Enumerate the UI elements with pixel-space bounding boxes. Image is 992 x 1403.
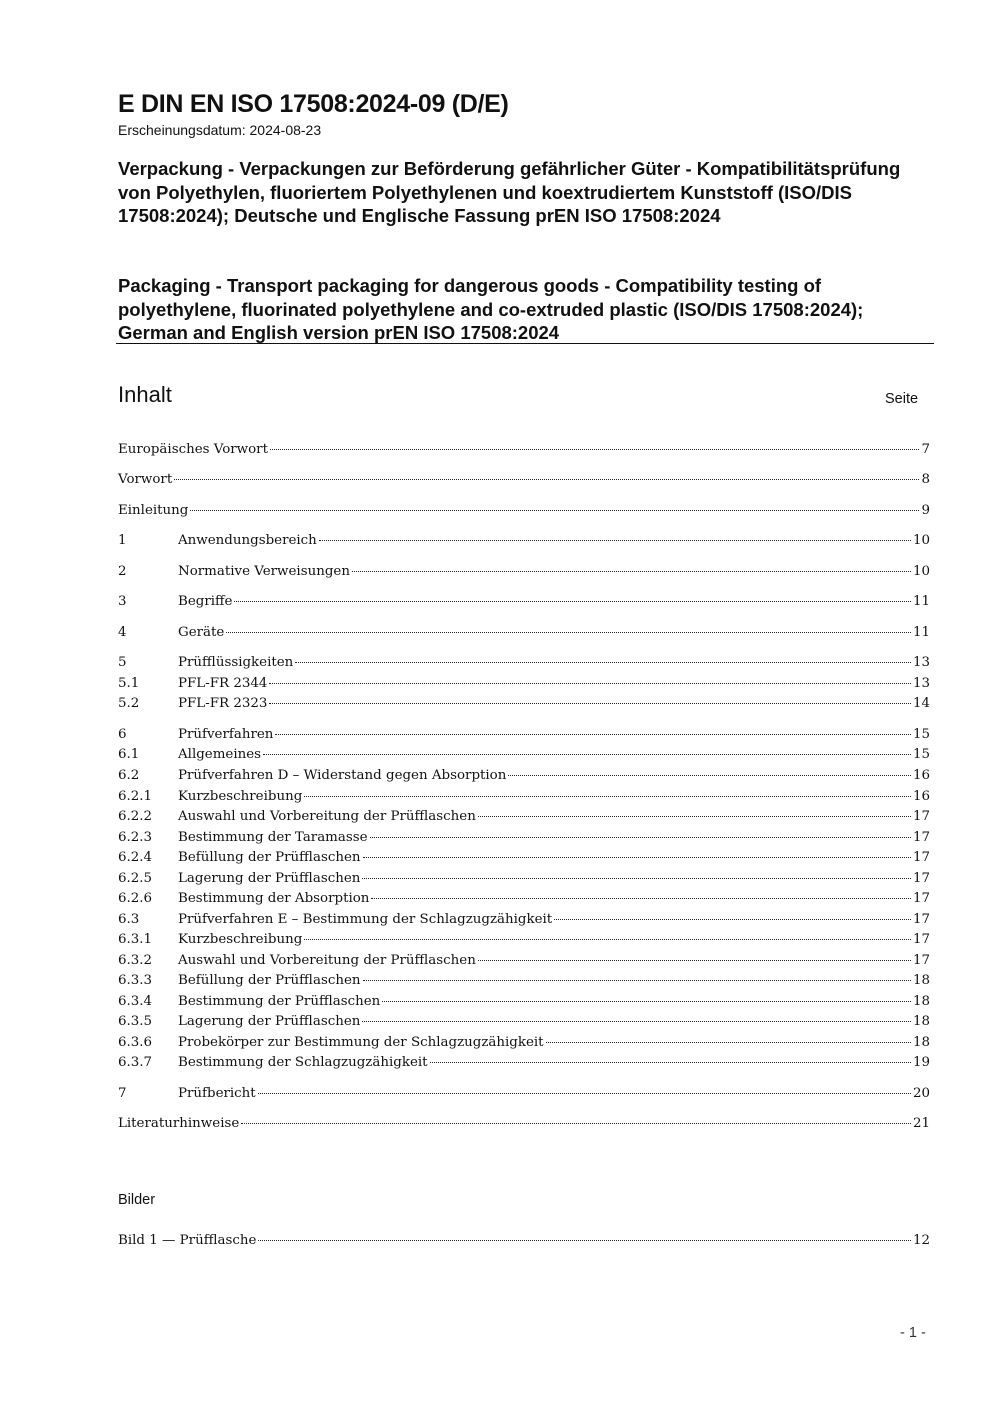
toc-entry-title: Kurzbeschreibung [178, 932, 303, 947]
toc-entry-number: 6 [118, 727, 127, 742]
toc-entry-page: 13 [912, 655, 930, 670]
toc-dot-leader [363, 857, 911, 858]
toc-entry-title: Einleitung [118, 503, 189, 518]
toc-entry-page: 16 [912, 768, 930, 783]
toc-entry-title: Normative Verweisungen [178, 564, 350, 579]
toc-entry[interactable] [118, 994, 930, 1014]
toc-entry[interactable] [118, 442, 930, 462]
toc-dot-leader [275, 734, 911, 735]
toc-entry-title: PFL-FR 2323 [178, 696, 268, 711]
toc-entry-title: Auswahl und Vorbereitung der Prüfflaschen [178, 953, 476, 968]
toc-entry[interactable] [118, 533, 930, 553]
toc-entry[interactable] [118, 973, 930, 993]
toc-entry-page: 21 [912, 1116, 930, 1131]
toc-dot-leader [554, 919, 911, 920]
toc-entry-title: Europäisches Vorwort [118, 442, 268, 457]
toc-entry-title: Prüfflüssigkeiten [178, 655, 294, 670]
toc-entry[interactable] [118, 830, 930, 850]
title-german: Verpackung - Verpackungen zur Beförderung gefährlicher Güter - Kompatibilitätsprüfung von Polyethylen, fluoriertem Polyethylenen und koextrudiertem Kunststoff (ISO/DIS 17508:2024); Deutsche und Englische Fassung prEN ISO 17508:2024 [118, 158, 901, 226]
toc-entry[interactable] [118, 891, 930, 911]
toc-entry-title: Bild 1 — Prüfflasche [118, 1233, 257, 1248]
toc-entry-page: 11 [912, 625, 930, 640]
toc-entry-page: 15 [912, 747, 930, 762]
toc-dot-leader [352, 571, 911, 572]
toc-entry-page: 10 [912, 564, 930, 579]
toc-entry-title: Vorwort [118, 472, 173, 487]
toc-entry-title: Geräte [178, 625, 225, 640]
toc-entry-number: 6.2.4 [118, 850, 153, 865]
toc-entry[interactable] [118, 625, 930, 645]
toc-entry-number: 4 [118, 625, 127, 640]
toc-dot-leader [241, 1123, 911, 1124]
toc-entry-title: Prüfverfahren D – Widerstand gegen Absorption [178, 768, 507, 783]
toc-entry[interactable] [118, 768, 930, 788]
toc-entry[interactable] [118, 1233, 930, 1253]
toc-entry-number: 6.2.6 [118, 891, 153, 906]
toc-entry-number: 6.2.1 [118, 789, 153, 804]
toc-entry-page: 17 [912, 932, 930, 947]
page-number: - 1 - [900, 1325, 926, 1341]
toc-entry[interactable] [118, 472, 930, 492]
toc-dot-leader [478, 816, 911, 817]
toc-heading: Inhalt [118, 382, 172, 407]
toc-dot-leader [226, 632, 911, 633]
toc-entry[interactable] [118, 809, 930, 829]
toc-entry-title: Probekörper zur Bestimmung der Schlagzugzähigkeit [178, 1035, 544, 1050]
toc-entry-number: 3 [118, 594, 127, 609]
toc-dot-leader [370, 837, 911, 838]
toc-entry[interactable] [118, 655, 930, 675]
toc-entry-page: 17 [912, 953, 930, 968]
toc-entry-number: 6.3.5 [118, 1014, 153, 1029]
toc-entry-number: 5.1 [118, 676, 140, 691]
toc-dot-leader [234, 601, 910, 602]
toc-entry-title: Bestimmung der Absorption [178, 891, 370, 906]
toc-entry-number: 6.3 [118, 912, 140, 927]
toc-dot-leader [263, 754, 911, 755]
toc-dot-leader [478, 960, 911, 961]
toc-entry-title: Literaturhinweise [118, 1116, 240, 1131]
toc-entry-page: 17 [912, 830, 930, 845]
toc-entry-page: 10 [912, 533, 930, 548]
toc-dot-leader [430, 1062, 911, 1063]
toc-entry-page: 12 [912, 1233, 930, 1248]
title-english: Packaging - Transport packaging for dangerous goods - Compatibility testing of polyethylene, fluorinated polyethylene and co-extruded plastic (ISO/DIS 17508:2024); German and English version prEN ISO 17508:2024 [118, 275, 864, 343]
toc-entry-title: Lagerung der Prüfflaschen [178, 871, 361, 886]
toc-entry-page: 20 [912, 1086, 930, 1101]
toc-entry-title: Bestimmung der Prüfflaschen [178, 994, 381, 1009]
toc-entry-number: 6.3.6 [118, 1035, 153, 1050]
toc-entry-page: 11 [912, 594, 930, 609]
toc-entry[interactable] [118, 594, 930, 614]
toc-entry-page: 18 [912, 1014, 930, 1029]
toc-entry-number: 1 [118, 533, 127, 548]
toc-entry-number: 6.2.2 [118, 809, 153, 824]
toc-entry-page: 7 [921, 442, 930, 457]
toc-entry-title: Prüfverfahren E – Bestimmung der Schlagzugzähigkeit [178, 912, 553, 927]
toc-dot-leader [508, 775, 911, 776]
toc-dot-leader [319, 540, 911, 541]
toc-dot-leader [295, 662, 911, 663]
toc-entry-title: Begriffe [178, 594, 233, 609]
toc-entry-number: 6.3.4 [118, 994, 153, 1009]
toc-entry[interactable] [118, 912, 930, 932]
toc-entry-title: PFL-FR 2344 [178, 676, 268, 691]
toc-entry-title: Kurzbeschreibung [178, 789, 303, 804]
toc-entry[interactable] [118, 871, 930, 891]
toc-entry[interactable] [118, 1035, 930, 1055]
toc-entry-page: 17 [912, 809, 930, 824]
toc-entry-number: 6.2.3 [118, 830, 153, 845]
toc-entry-title: Auswahl und Vorbereitung der Prüfflaschen [178, 809, 476, 824]
toc-entry-title: Bestimmung der Taramasse [178, 830, 368, 845]
toc-entry-page: 13 [912, 676, 930, 691]
toc-dot-leader [304, 796, 911, 797]
toc-dot-leader [174, 479, 919, 480]
toc-entry-page: 17 [912, 850, 930, 865]
toc-dot-leader [258, 1093, 911, 1094]
title-rule [116, 343, 934, 344]
toc-page-label: Seite [885, 391, 919, 407]
toc-dot-leader [382, 1001, 911, 1002]
toc-entry-page: 19 [912, 1055, 930, 1070]
toc-entry-page: 18 [912, 973, 930, 988]
toc-entry[interactable] [118, 747, 930, 767]
figures-heading: Bilder [118, 1192, 156, 1208]
toc-dot-leader [371, 898, 911, 899]
toc-entry[interactable] [118, 1055, 930, 1075]
toc-entry[interactable] [118, 1014, 930, 1034]
toc-entry-title: Prüfverfahren [178, 727, 274, 742]
toc-entry-page: 9 [921, 503, 930, 518]
toc-entry[interactable] [118, 676, 930, 696]
toc-entry[interactable] [118, 1086, 930, 1106]
toc-entry-number: 7 [118, 1086, 127, 1101]
toc-entry[interactable] [118, 503, 930, 523]
toc-entry[interactable] [118, 564, 930, 584]
toc-entry-page: 17 [912, 891, 930, 906]
toc-entry-title: Befüllung der Prüfflaschen [178, 850, 361, 865]
toc-entry-number: 5.2 [118, 696, 140, 711]
toc-entry-number: 5 [118, 655, 127, 670]
toc-entry-title: Prüfbericht [178, 1086, 256, 1101]
toc-entry-title: Lagerung der Prüfflaschen [178, 1014, 361, 1029]
toc-dot-leader [546, 1042, 911, 1043]
toc-entry-number: 6.2.5 [118, 871, 153, 886]
toc-dot-leader [304, 939, 911, 940]
toc-entry[interactable] [118, 696, 930, 716]
toc-dot-leader [362, 878, 911, 879]
toc-entry-page: 18 [912, 1035, 930, 1050]
toc-dot-leader [190, 510, 919, 511]
toc-entry-title: Befüllung der Prüfflaschen [178, 973, 361, 988]
toc-entry-page: 15 [912, 727, 930, 742]
toc-entry-page: 17 [912, 912, 930, 927]
toc-entry[interactable] [118, 727, 930, 747]
publication-date: Erscheinungsdatum: 2024-08-23 [118, 122, 322, 138]
toc-entry[interactable] [118, 953, 930, 973]
toc-entry-number: 6.3.1 [118, 932, 153, 947]
toc-entry[interactable] [118, 789, 930, 809]
toc-entry[interactable] [118, 1116, 930, 1136]
toc-entry-number: 6.3.7 [118, 1055, 153, 1070]
toc-entry-page: 16 [912, 789, 930, 804]
toc-dot-leader [270, 449, 920, 450]
toc-dot-leader [363, 980, 911, 981]
toc-entry-page: 14 [912, 696, 930, 711]
toc-entry-number: 6.3.2 [118, 953, 153, 968]
toc-dot-leader [362, 1021, 911, 1022]
toc-entry-page: 8 [921, 472, 930, 487]
toc-entry-title: Bestimmung der Schlagzugzähigkeit [178, 1055, 428, 1070]
toc-dot-leader [269, 703, 911, 704]
toc-dot-leader [258, 1240, 911, 1241]
toc-entry[interactable] [118, 932, 930, 952]
toc-entry-number: 6.1 [118, 747, 140, 762]
toc-entry[interactable] [118, 850, 930, 870]
toc-entry-number: 6.2 [118, 768, 140, 783]
document-id: E DIN EN ISO 17508:2024-09 (D/E) [118, 90, 509, 118]
toc-entry-title: Anwendungsbereich [178, 533, 317, 548]
toc-entry-number: 6.3.3 [118, 973, 153, 988]
toc-entry-number: 2 [118, 564, 127, 579]
toc-dot-leader [269, 683, 911, 684]
toc-entry-page: 17 [912, 871, 930, 886]
toc-entry-page: 18 [912, 994, 930, 1009]
toc-entry-title: Allgemeines [178, 747, 262, 762]
